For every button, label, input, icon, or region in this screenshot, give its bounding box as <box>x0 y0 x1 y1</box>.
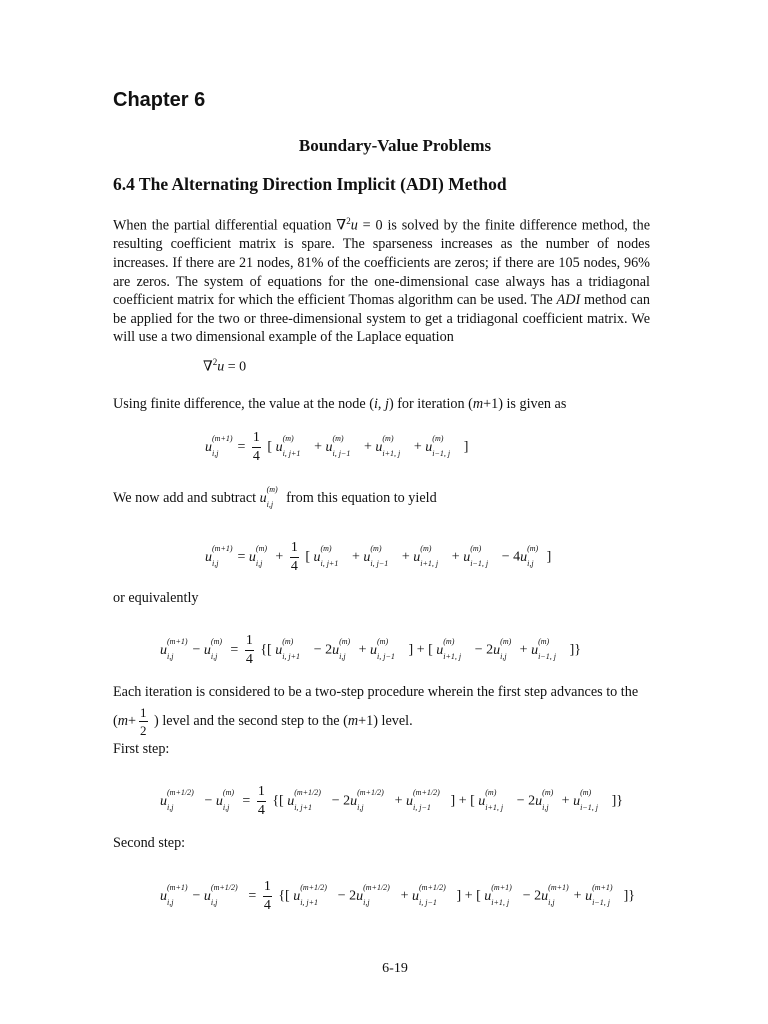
nabla-symbol: ∇ <box>336 217 347 234</box>
page-number: 6-19 <box>382 961 408 976</box>
level-text: (m+ $\frac{1}{2}$ ) level and the second step to the (m+1) level. <box>113 705 413 738</box>
section-title: 6.4 The Alternating Direction Implicit (ADI) Method <box>113 174 507 194</box>
second-step-label: Second step: <box>113 835 186 851</box>
chapter-heading: Chapter 6 <box>113 89 206 111</box>
equation-3: u (m+1) i,j − u (m) i,j = $\frac{1}{4}$ {[ u (m) i, j+1 − 2u (m) i,j + u (m) i, j−1 ] + [ u (m) i+1, j − 2u (m) i,j + u (m) i−1, j ]} <box>160 633 581 667</box>
finite-difference-text: Using finite difference, the value at the node (i, j) for iteration (m+1) is given as <box>113 396 567 412</box>
equivalently-text: or equivalently <box>113 590 199 606</box>
intro-paragraph: When the partial differential equation ∇$^2$u = 0 is solved by the finite difference method, the resulting coefficient matrix is spare. The sparseness increases as the number of nodes increases. If there are 21 nodes, 81% of the coefficients are zeros; if there are 105 nodes, 96% are zeros. The system of equations for the one-dimensional case always has a tridiagonal coefficient matrix for which the efficient Thomas algorithm can be used. The ADI method can be applied for the two or three-dimensional system to get a tridiagonal coefficient matrix. We will use a two dimensional example of the Laplace equation <box>113 216 651 346</box>
equation-2: u (m+1) i,j = u (m) i,j + $\frac{1}{4}$ [ u (m) i, j+1 + u (m) i, j−1 + u (m) i+1, j + u (m) i−1, j − 4u (m) i,j ] <box>205 540 552 574</box>
two-step-text: Each iteration is considered to be a two-step procedure wherein the first step advances to the <box>113 684 639 700</box>
part-title: Boundary-Value Problems <box>298 136 492 155</box>
equation-first-step: u (m+1/2) i,j − u (m) i,j = $\frac{1}{4}$ {[ u (m+1/2) i, j+1 − 2u (m+1/2) i,j + u (m+1/2) i, j−1 ] + [ u (m) i+1, j − 2u (m) i,j + u (m) i−1, j ]} <box>160 784 623 818</box>
first-step-label: First step: <box>113 741 170 757</box>
laplace-equation: ∇$^2$u = 0 <box>203 357 247 375</box>
equation-second-step: u (m+1) i,j − u (m+1/2) i,j = $\frac{1}{4}$ {[ u (m+1/2) i, j+1 − 2u (m+1/2) i,j + u (m+1/2) i, j−1 ] + [ u (m+1) i+1, j − 2u (m+1) i,j + u (m+1) i−1, j ]} <box>160 879 635 913</box>
equation-1: u (m+1) i,j = $\frac{1}{4}$ [ u (m) i, j+1 + u (m) i, j−1 + u (m) i+1, j + u (m) i−1, j ] <box>205 430 469 464</box>
add-subtract-text: We now add and subtract u (m) i,j from this equation to yield <box>113 485 437 509</box>
